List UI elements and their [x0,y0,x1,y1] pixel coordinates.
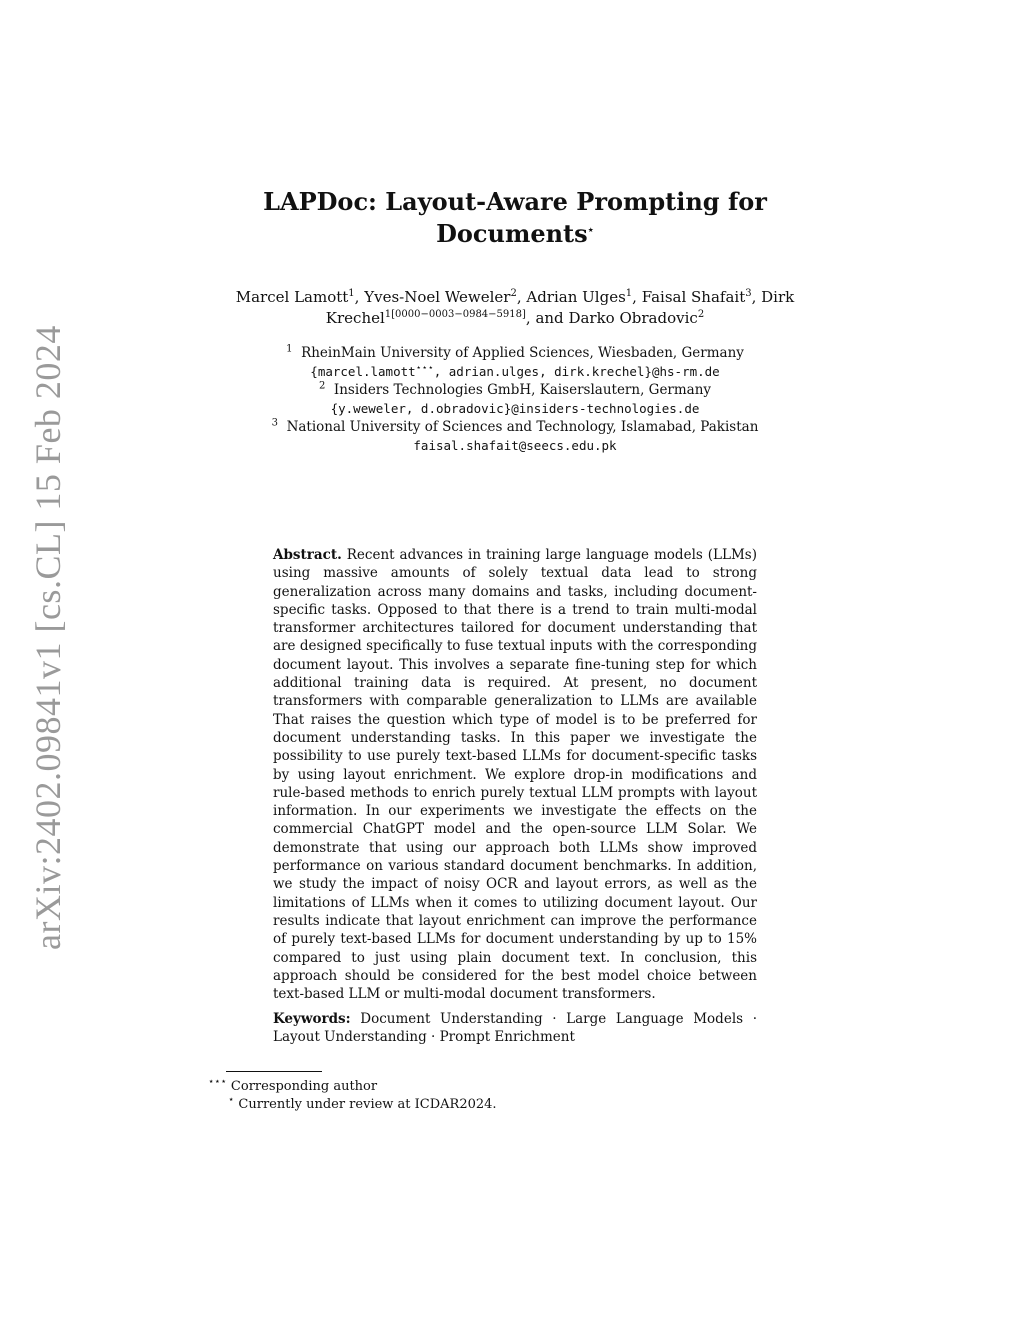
author: Adrian Ulges [526,288,626,306]
affiliation-3-email: faisal.shafait@seecs.edu.pk [413,437,617,453]
keywords-label: Keywords: [273,1011,351,1027]
author: Marcel Lamott [235,288,349,306]
keywords-text: Document Understanding · Large Language Models · Layout Understanding · Prompt Enrichment [273,1011,757,1046]
author: Faisal Shafait [641,288,746,306]
abstract-label: Abstract. [273,547,342,563]
affiliations [230,344,800,456]
abstract [273,546,757,1003]
author: Yves-Noel Weweler [364,288,511,306]
author: Dirk Krechel [325,288,795,327]
keywords [273,1010,757,1047]
affiliation-2-emails: {y.weweler, d.obradovic}@insiders-technologies.de [330,400,700,416]
footnote-corresponding-author: ⋆⋆⋆ Corresponding author [208,1076,378,1094]
footnote-review-status: ⋆ Currently under review at ICDAR2024. [228,1094,497,1112]
author-list: Marcel Lamott$^1$, Yves-Noel Weweler$^2$, Adrian Ulges$^1$, Faisal Shafait$^3$, Dirk Krechel$^{1[0000-0003-0984-5918]}$, and Darko Obradovic$^2$ [235,288,795,327]
title-line-2: Documents⋆ [436,219,594,248]
abstract-text: Recent advances in training large language models (LLMs) using massive amounts of solely textual data lead to strong generalization across many domains and tasks, including document-specific tasks. Opposed to that there is a trend to train multi-modal transformer architectures tailored for document understanding that are designed specifically to fuse textual inputs with the corresponding document layout. This involves a separate fine-tuning step for which additional training data is required. At present, no document transformers with comparable generalization to LLMs are available That raises the question which type of model is to be preferred for document understanding tasks. In this paper we investigate the possibility to use purely text-based LLMs for document-specific tasks by using layout enrichment. We explore drop-in modifications and rule-based methods to enrich purely textual LLM prompts with layout information. In our experiments we investigate the effects on the commercial ChatGPT model and the open-source LLM Solar. We demonstrate that using our approach both LLMs show improved performance on various standard document benchmarks. In addition, we study the impact of noisy OCR and layout errors, as well as the limitations of LLMs when it comes to utilizing document layout. Our results indicate that layout enrichment can improve the performance of purely text-based LLMs for document understanding by up to 15% compared to just using plain document text. In conclusion, this approach should be considered for the best model choice between text-based LLM or multi-modal document transformers. [273,547,757,1003]
paper-title [230,186,800,250]
arxiv-identifier-stamp: arXiv:2402.09841v1 [cs.CL] 15 Feb 2024 [28,325,68,950]
affiliation-2: $^2$ Insiders Technologies GmbH, Kaiserslautern, Germany [318,380,712,399]
affiliation-3: $^3$ National University of Sciences and Technology, Islamabad, Pakistan [271,417,759,436]
affiliation-1-emails: {marcel.lamott⋆⋆⋆, adrian.ulges, dirk.krechel}@hs-rm.de [310,362,720,379]
footnote-divider [226,1071,322,1072]
footnotes [208,1078,768,1114]
title-footnote-mark: ⋆ [587,225,594,236]
title-line-1: LAPDoc: Layout-Aware Prompting for [263,187,767,216]
affiliation-1: $^1$ RheinMain University of Applied Sciences, Wiesbaden, Germany [286,343,744,361]
author: Darko Obradovic [568,309,698,327]
